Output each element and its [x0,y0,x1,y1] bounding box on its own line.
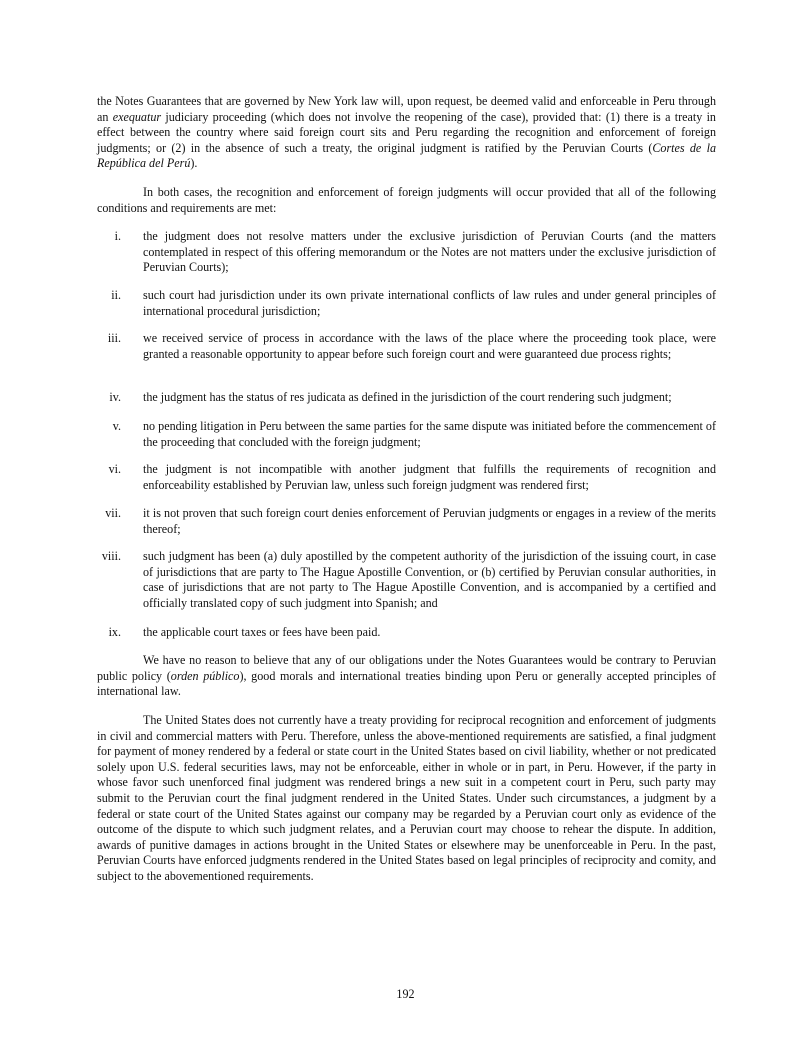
condition-text: we received service of process in accordance with the laws of the place where the proceeding took place, were granted a reasonable opportunity to appear before such foreign court and were guaranteed due process rights; [143,331,716,361]
paragraph-exequatur: the Notes Guarantees that are governed by New York law will, upon request, be deemed valid and enforceable in Peru through an exequatur judiciary proceeding (which does not involve the reopening of the case), provided that: (1) there is a treaty in effect between the country where said foreign court sits and Peru regarding the recognition and enforcement of foreign judgments; or (2) in the absence of such a treaty, the original judgment is ratified by the Peruvian Courts (Cortes de la República del Perú). [97,94,716,171]
condition-number: iii. [107,331,121,345]
paragraph-conditions-intro: In both cases, the recognition and enforcement of foreign judgments will occur provided that all of the following conditions and requirements are met: [97,185,716,215]
condition-item [97,625,716,641]
condition-number: i. [114,229,121,243]
page-number: 192 [396,987,415,1001]
condition-number: iv. [109,390,121,404]
paragraph-us-treaty: The United States does not currently have a treaty providing for reciprocal recognition and enforcement of judgments in civil and commercial matters with Peru. Therefore, unless the above-mentioned requirements are satisfied, a final judgment for payment of money rendered by a federal or state court in the United States based on civil liability, whether or not predicated solely upon U.S. federal securities laws, may not be enforceable, either in whole or in part, in Peru. However, if the party in whose favor such unenforced final judgment was rendered brings a new suit in a competent court in Peru, such party may submit to the Peruvian court the final judgment rendered in the United States. Under such circumstances, a judgment by a federal or state court of the United States against our company may be regarded by a Peruvian court only as evidence of the outcome of the dispute to which such judgment relates, and a Peruvian court may choose to rehear the dispute. In addition, awards of punitive damages in actions brought in the United States or elsewhere may be unenforceable in Peru. In the past, Peruvian Courts have enforced judgments rendered in the United States based on legal principles of reciprocity and comity, and subject to the abovementioned requirements. [97,713,716,883]
condition-item [97,390,716,406]
condition-number: v. [112,419,121,433]
condition-text: the judgment has the status of res judicata as defined in the jurisdiction of the court rendering such judgment; [143,390,672,404]
condition-text: such judgment has been (a) duly apostilled by the competent authority of the jurisdiction of the issuing court, in case of jurisdictions that are party to The Hague Apostille Convention, or (b) certified by Peruvian consular authorities, in case of jurisdictions that are not party to The Hague Apostille Convention, and is accompanied by a certified and officially translated copy of such judgment into Spanish; and [143,549,716,610]
condition-text: no pending litigation in Peru between the same parties for the same dispute was initiated before the commencement of the proceeding that concluded with the foreign judgment; [143,419,716,449]
condition-number: ii. [111,288,121,302]
condition-item [97,462,716,493]
condition-text: the applicable court taxes or fees have been paid. [143,625,381,639]
condition-item [97,506,716,537]
condition-text: such court had jurisdiction under its own private international conflicts of law rules and under general principles of international procedural jurisdiction; [143,288,716,318]
condition-item [97,331,716,362]
condition-text: the judgment does not resolve matters under the exclusive jurisdiction of Peruvian Courts (and the matters contemplated in respect of this offering memorandum or the Notes are not matters under the exclusive jurisdiction of Peruvian Courts); [143,229,716,275]
condition-number: viii. [101,549,121,563]
condition-item [97,288,716,319]
condition-item [97,419,716,450]
condition-item [97,549,716,611]
condition-number: ix. [108,625,121,639]
paragraph-public-policy: We have no reason to believe that any of our obligations under the Notes Guarantees would be contrary to Peruvian public policy (orden público), good morals and international treaties binding upon Peru or generally accepted principles of international law. [97,653,716,699]
condition-number: vii. [105,506,121,520]
condition-item [97,229,716,276]
condition-number: vi. [108,462,121,476]
condition-text: the judgment is not incompatible with another judgment that fulfills the requirements of recognition and enforceability established by Peruvian law, unless such foreign judgment was rendered first; [143,462,716,492]
condition-text: it is not proven that such foreign court denies enforcement of Peruvian judgments or engages in a review of the merits thereof; [143,506,716,536]
